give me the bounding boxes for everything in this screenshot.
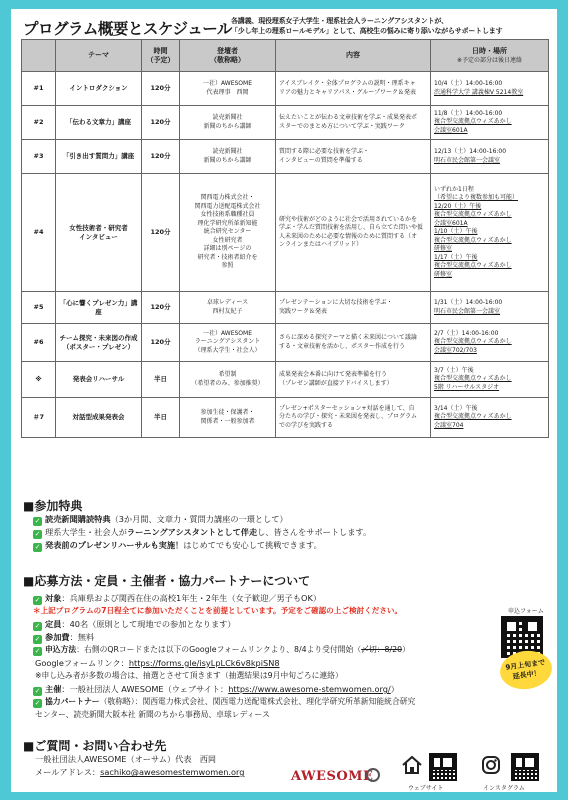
target-text: ：兵庫県および関西在住の高校1年生・2年生（女子歓迎／男子もOK） xyxy=(61,593,322,603)
date-line: 10/4（土）14:00-16:00 xyxy=(434,80,503,87)
method-text: ：右側のQRコードまたは以下のGoogleフォームリンクより、8/4より受付開始（ xyxy=(76,645,362,654)
check-icon: ✓ xyxy=(34,622,41,630)
content-line: （プレゼン講師が直接アドバイスします） xyxy=(279,379,393,387)
col-header-date-line2: ※予定の部分は後日連絡 xyxy=(456,56,523,64)
speaker-line: 新聞のちから講師 xyxy=(203,156,252,164)
session-content xyxy=(276,362,431,398)
speaker-line: （希望者のみ、参加推奨） xyxy=(191,379,264,387)
session-datetime xyxy=(431,398,549,438)
date-line: 明石市民会館第一会議室 xyxy=(434,156,501,164)
apply-method xyxy=(33,644,410,656)
capacity-label: 定員 xyxy=(45,619,62,629)
speaker-line: 読売新聞社 xyxy=(212,114,243,121)
header-note xyxy=(231,16,551,36)
date-line: 12/13（土）14:00-16:00 xyxy=(434,148,507,155)
session-theme xyxy=(56,324,142,362)
session-speaker xyxy=(180,292,276,324)
date-line: いずれか1日程 xyxy=(434,185,474,193)
speaker-line: （理系大学生・社会人） xyxy=(194,346,261,354)
schedule-row xyxy=(22,292,549,324)
session-content xyxy=(276,398,431,438)
schedule-row xyxy=(22,106,549,140)
benefit-2-rest: し、皆さんをサポートします。 xyxy=(257,527,372,537)
content-line: 人未来図のために必要な情報のために質問する（オ xyxy=(279,232,418,240)
page-title: プログラム概要とスケジュール xyxy=(23,20,232,38)
form-qr-caption: 申込フォーム xyxy=(508,608,544,615)
session-number: #4 xyxy=(22,174,56,292)
instagram-qr-code[interactable] xyxy=(511,753,539,781)
date-line: 3/14（土）午後 xyxy=(434,404,478,412)
organizer-label: 主催 xyxy=(45,684,62,694)
session-duration: 120分 xyxy=(142,292,180,324)
check-icon: ✓ xyxy=(34,596,41,604)
schedule-row xyxy=(22,398,549,438)
date-line: （希望により複数参加も可能） xyxy=(434,194,519,202)
check-icon: ✓ xyxy=(34,543,41,551)
date-line: 会議室601A xyxy=(434,126,468,134)
content-line: ンラインまたはハイブリッド） xyxy=(279,241,363,248)
col-header-num xyxy=(22,40,56,72)
speaker-line: 参加生徒・保護者・ xyxy=(200,409,255,416)
session-number: #2 xyxy=(22,106,56,140)
session-content xyxy=(276,174,431,292)
apply-organizer xyxy=(33,683,399,696)
content-line: リアの魅力とキャリアパス・グループワーク＆発表 xyxy=(279,88,417,96)
content-line: アイスブレイク・全体プログラムの説明・理系キャ xyxy=(279,80,416,87)
content-line: 実践ワーク＆発表 xyxy=(279,307,328,315)
badge-line-1: 9月上旬まで xyxy=(505,658,546,672)
benefit-3-rest: はじめてでも安心して挑戦できます。 xyxy=(183,540,322,550)
theme-line: 対話型成果発表会 xyxy=(72,413,125,421)
session-duration: 120分 xyxy=(142,72,180,106)
fee-label: 参加費 xyxy=(45,632,70,642)
date-line: 研修室 xyxy=(434,270,453,278)
check-icon: ✓ xyxy=(34,635,41,643)
session-duration: 120分 xyxy=(142,106,180,140)
organizer-text: ：一般社団法人 AWESOME（ウェブサイト： xyxy=(61,684,229,694)
apply-capacity xyxy=(33,618,236,631)
speaker-line: 希望制 xyxy=(218,371,237,378)
mail-link[interactable]: sachiko@awesomestemwomen.org xyxy=(100,767,245,777)
content-line: 研究や技術がどのように社会で活用されているかを xyxy=(279,215,418,223)
mail-label: メールアドレス： xyxy=(35,767,101,777)
session-datetime xyxy=(431,72,549,106)
theme-line: 女性技術者・研究者 xyxy=(69,223,128,232)
check-icon: ✓ xyxy=(34,647,41,655)
partner-label: 協力パートナー xyxy=(45,697,100,706)
theme-line: 「心に響くプレゼン力」講座 xyxy=(59,298,138,316)
schedule-row xyxy=(22,362,549,398)
theme-line: チーム探究・未来図の作成 xyxy=(59,333,138,342)
session-duration: 半日 xyxy=(142,398,180,438)
logo-emblem-icon xyxy=(366,768,380,782)
content-line: 学ぶ・学んだ質問技術を活用し、自ら立てた問いや仮 xyxy=(279,224,424,231)
session-theme xyxy=(56,72,142,106)
date-line: 12/20（土）午後 xyxy=(434,202,482,210)
content-line: での学びを実践する xyxy=(279,421,334,429)
lottery-note: ※申し込み者が多数の場合は、抽選とさせて頂きます（抽選結果は9月中旬ごろに連絡） xyxy=(35,671,343,680)
session-theme xyxy=(56,292,142,324)
schedule-body xyxy=(22,72,549,438)
benefit-item-1 xyxy=(33,513,288,526)
speaker-line: 一社）AWESOME xyxy=(203,80,252,87)
check-icon: ✓ xyxy=(34,517,41,525)
speaker-line: 参照 xyxy=(221,262,234,270)
session-speaker xyxy=(180,106,276,140)
content-line: インタビューの質問を準備する xyxy=(279,156,363,164)
col-header-date xyxy=(431,40,549,72)
speaker-line: 代表理事 西岡 xyxy=(206,88,249,96)
col-header-speaker-line2: （敬称略） xyxy=(210,55,245,64)
partner-text-2: センター、読売新聞大阪本社 新聞のちから事務局、卓球レディース xyxy=(35,710,270,719)
speaker-line: 理化学研究所革新知能 xyxy=(197,219,258,227)
organizer-website-link[interactable]: https://www.awesome-stemwomen.org/ xyxy=(228,684,391,694)
schedule-row xyxy=(22,324,549,362)
col-header-speaker-line1: 登壇者 xyxy=(217,46,238,55)
benefits-title: ■参加特典 xyxy=(23,499,83,513)
method-label: 申込方法 xyxy=(45,645,77,654)
form-link-row xyxy=(35,657,280,669)
session-datetime xyxy=(431,362,549,398)
session-number: #3 xyxy=(22,140,56,174)
date-line: 複合型交流拠点ウィズあかし xyxy=(434,413,512,421)
session-theme xyxy=(56,362,142,398)
instagram-icon xyxy=(481,755,501,775)
badge-line-2: 延長中！ xyxy=(512,669,542,681)
session-content xyxy=(276,292,431,324)
benefit-3-bold: 発表前のプレゼンリハーサルも実施！ xyxy=(45,540,184,550)
contact-mail-row xyxy=(35,766,244,778)
website-qr-code[interactable] xyxy=(429,753,457,781)
check-icon: ✓ xyxy=(34,687,41,695)
date-line: 研修室 xyxy=(434,245,453,253)
speaker-line: 読売新聞社 xyxy=(212,148,243,155)
apply-title-text: 応募方法・定員・主催者・協力パートナーについて xyxy=(34,574,311,588)
session-duration: 120分 xyxy=(142,324,180,362)
content-line: さらに深める探究テーマと描く未来図について議論 xyxy=(279,334,417,341)
session-number: #5 xyxy=(22,292,56,324)
organizer-close: ） xyxy=(390,684,399,694)
apply-warning: ＊上記プログラムの7日程全てに参加いただくことを前提としています。予定をご確認の上ご検討ください。 xyxy=(33,606,403,615)
speaker-line: 卓球レディース xyxy=(206,299,249,306)
session-theme xyxy=(56,174,142,292)
session-theme xyxy=(56,106,142,140)
check-icon: ✓ xyxy=(34,699,41,707)
theme-line: イントロダクション xyxy=(69,84,128,92)
header-note-line-2: 「少し年上の理系ロールモデル」として、高校生の悩みに寄り添いながらサポートします xyxy=(231,27,503,35)
date-line: 複合型交流拠点ウィズあかし xyxy=(434,375,512,383)
home-icon xyxy=(401,755,423,775)
date-line: 複合型交流拠点ウィズあかし xyxy=(434,118,512,126)
col-header-date-line1: 日時・場所 xyxy=(472,46,507,55)
session-content xyxy=(276,106,431,140)
session-speaker xyxy=(180,174,276,292)
date-line: 会議室601A xyxy=(434,219,468,227)
session-content xyxy=(276,140,431,174)
capacity-text: ：40名（原則として現地での参加となります） xyxy=(61,619,236,629)
benefit-1-bold: 読売新聞購読特典 xyxy=(45,514,111,524)
session-number: #6 xyxy=(22,324,56,362)
date-line: 3/7（土）午後 xyxy=(434,366,474,374)
col-header-time-line2: （予定） xyxy=(146,55,175,64)
date-line: 11/8（土）14:00-16:00 xyxy=(434,109,503,117)
benefits-title-text: 参加特典 xyxy=(34,499,83,513)
date-line: 5階 リハーサルスタジオ xyxy=(434,383,500,391)
apply-partner xyxy=(33,696,415,708)
speaker-line: 関西電力株式会社・ xyxy=(200,194,255,202)
fee-text: ：無料 xyxy=(69,632,95,642)
date-line: 1/31（土）14:00-16:00 xyxy=(434,299,503,306)
method-deadline-strike: 〆切：8/20 xyxy=(361,645,403,654)
website-caption: ウェブサイト xyxy=(408,785,444,792)
schedule-header-row xyxy=(22,40,549,72)
partner-text-1: （敬称略）：関西電力株式会社、関西電力送配電株式会社、理化学研究所革新知能統合研究 xyxy=(99,697,416,706)
date-line: 2/7（土）14:00-16:00 xyxy=(434,329,499,337)
date-line: 1/17（土）午後 xyxy=(434,253,478,261)
form-link-label: Googleフォームリンク： xyxy=(35,658,129,668)
content-line: プレゼン+ポスターセッション+対話を通して、自 xyxy=(279,404,415,412)
date-line: 複合型交流拠点ウィズあかし xyxy=(434,338,512,346)
session-speaker xyxy=(180,72,276,106)
col-header-content: 内容 xyxy=(276,40,431,72)
session-theme xyxy=(56,398,142,438)
content-line: プレゼンテーションに大切な技術を学ぶ・ xyxy=(279,299,393,306)
date-line: 複合型交流拠点ウィズあかし xyxy=(434,211,512,219)
apply-title: ■応募方法・定員・主催者・協力パートナーについて xyxy=(23,574,311,588)
session-content xyxy=(276,324,431,362)
session-number: ＃7 xyxy=(22,398,56,438)
speaker-line: 女性研究者 xyxy=(212,236,243,244)
instagram-caption: インスタグラム xyxy=(483,785,525,792)
apply-fee xyxy=(33,631,94,644)
date-line: 会議室702/703 xyxy=(434,346,477,354)
col-header-time xyxy=(142,40,180,72)
date-line: 渋通科学大学 講義棟V 5214教室 xyxy=(434,88,524,96)
schedule-table xyxy=(21,39,549,438)
speaker-line: 女性技術系職種社員 xyxy=(200,211,255,219)
speaker-line: 西村友紀子 xyxy=(212,307,243,315)
theme-line: 「引き出す質問力」講座 xyxy=(62,152,135,160)
session-theme xyxy=(56,140,142,174)
session-speaker xyxy=(180,324,276,362)
theme-line: インタビュー xyxy=(79,232,118,241)
content-line: 分たちの学び・探究・未来図を発表し、プログラム xyxy=(279,413,417,421)
theme-line: （ポスター・プレゼン） xyxy=(62,342,135,351)
speaker-line: 関係者・一般参加者 xyxy=(200,417,255,425)
benefit-2-pre: 理系大学生・社会人が xyxy=(45,527,127,537)
session-speaker xyxy=(180,398,276,438)
content-line: する・文章技術を活かし、ポスター作成を行う xyxy=(279,342,406,350)
speaker-line: 一社）AWESOME xyxy=(203,329,252,337)
content-line: 成果発表会本番に向けて発表準備を行う xyxy=(279,371,388,378)
col-header-theme: テーマ xyxy=(56,40,142,72)
date-line: 1/10（土）午後 xyxy=(434,228,478,236)
speaker-line: 新聞のちから講師 xyxy=(203,122,252,130)
speaker-line: 研究者・技術者紹介を xyxy=(197,253,258,261)
session-datetime xyxy=(431,292,549,324)
date-line: 明石市民会館第一会議室 xyxy=(434,307,501,315)
session-datetime xyxy=(431,140,549,174)
speaker-line: 統合研究センター xyxy=(203,228,252,236)
schedule-row xyxy=(22,174,549,292)
method-close: ） xyxy=(402,645,410,654)
benefit-2-bold: ラーニングアシスタントとして伴走 xyxy=(126,527,258,537)
session-datetime xyxy=(431,324,549,362)
theme-line: 「伝わる文章力」講座 xyxy=(66,118,131,126)
session-datetime xyxy=(431,106,549,140)
content-line: 質問する際に必要な技術を学ぶ・ xyxy=(279,148,370,155)
target-label: 対象 xyxy=(45,593,62,603)
date-line: 会議室704 xyxy=(434,421,464,429)
session-duration: 120分 xyxy=(142,174,180,292)
benefit-item-3 xyxy=(33,539,322,552)
schedule-row xyxy=(22,140,549,174)
session-speaker xyxy=(180,140,276,174)
session-duration: 半日 xyxy=(142,362,180,398)
awesome-logo: AWESOME xyxy=(291,769,374,784)
benefit-1-rest: （3か月間、文章力・質問力講座の一環として） xyxy=(110,514,288,524)
col-header-speaker xyxy=(180,40,276,72)
benefit-item-2 xyxy=(33,526,371,539)
session-number: ※ xyxy=(22,362,56,398)
form-link[interactable]: https://forms.gle/isyLpLCk6v8kpiSN8 xyxy=(128,658,280,668)
theme-line: 発表会リハーサル xyxy=(72,375,125,383)
schedule-row xyxy=(22,72,549,106)
apply-target xyxy=(33,592,321,605)
speaker-line: 関西電力送配電株式会社 xyxy=(194,202,261,210)
content-line: 伝えたいことが伝わる文章技術を学ぶ・成果発表ポ xyxy=(279,114,418,121)
session-speaker xyxy=(180,362,276,398)
session-datetime xyxy=(431,174,549,292)
date-line: 複合型交流拠点ウィズあかし xyxy=(434,262,512,270)
session-duration: 120分 xyxy=(142,140,180,174)
flyer-sheet xyxy=(11,9,557,792)
header-note-line-1: 各講義、現役理系女子大学生・理系社会人ラーニングアシスタントが、 xyxy=(231,17,448,25)
col-header-time-line1: 時間 xyxy=(153,46,168,55)
check-icon: ✓ xyxy=(34,530,41,538)
contact-title-text: ご質問・お問い合わせ先 xyxy=(34,739,167,753)
session-number: #1 xyxy=(22,72,56,106)
session-content xyxy=(276,72,431,106)
speaker-line: ラーニングアシスタント xyxy=(194,338,261,346)
contact-title: ■ご質問・お問い合わせ先 xyxy=(23,739,167,753)
date-line: 複合型交流拠点ウィズあかし xyxy=(434,236,512,244)
content-line: スターでのまとめ方について学ぶ・実践ワーク xyxy=(279,122,405,130)
speaker-line: 詳細は別ページの xyxy=(203,245,252,253)
contact-org: 一般社団法人AWESOME（オーサム）代表 西岡 xyxy=(35,754,217,764)
